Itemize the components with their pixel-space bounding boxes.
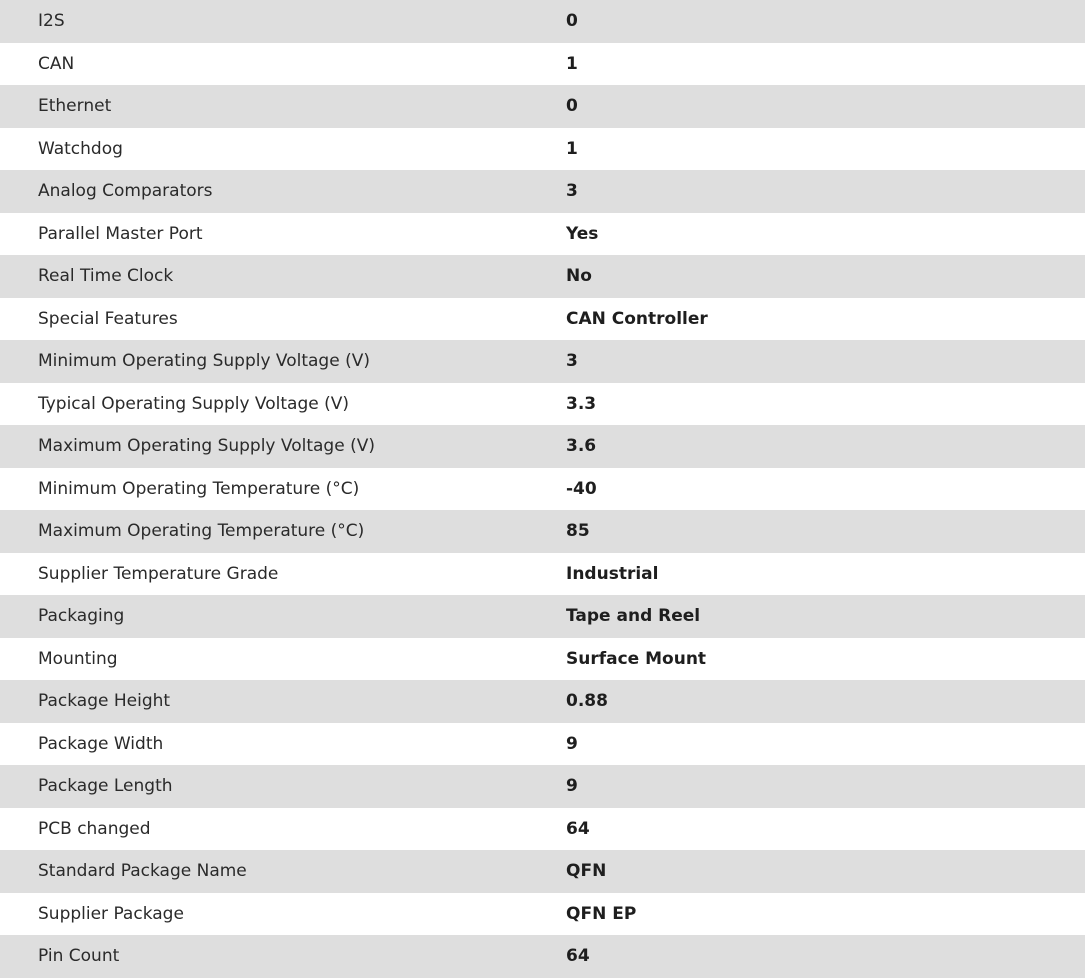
spec-label: CAN [38,53,75,74]
spec-value: 0 [566,11,578,32]
spec-row [0,765,1085,808]
spec-row [0,553,1085,596]
spec-label: Supplier Temperature Grade [38,563,279,584]
spec-row [0,808,1085,851]
spec-row [0,638,1085,681]
spec-value: -40 [566,478,597,499]
spec-value: 9 [566,733,578,754]
spec-value: 3 [566,181,578,202]
spec-label: Watchdog [38,138,123,159]
spec-row [0,0,1085,43]
spec-row [0,850,1085,893]
spec-label: Typical Operating Supply Voltage (V) [38,393,349,414]
spec-label: Analog Comparators [38,181,213,202]
spec-value: QFN [566,861,607,882]
spec-label: Package Height [38,691,171,712]
spec-value: 85 [566,521,590,542]
spec-label: Maximum Operating Supply Voltage (V) [38,436,375,457]
spec-value: 3 [566,351,578,372]
spec-label: Package Length [38,776,173,797]
spec-label: Packaging [38,606,125,627]
spec-row [0,43,1085,86]
spec-label: PCB changed [38,818,151,839]
spec-value: 9 [566,776,578,797]
spec-label: I2S [38,11,65,32]
spec-row [0,510,1085,553]
spec-value: 3.6 [566,436,597,457]
spec-row [0,383,1085,426]
spec-row [0,170,1085,213]
spec-label: Supplier Package [38,903,184,924]
spec-value: CAN Controller [566,308,708,329]
spec-row [0,128,1085,171]
spec-label: Mounting [38,648,118,669]
spec-value: No [566,266,592,287]
spec-label: Minimum Operating Supply Voltage (V) [38,351,370,372]
spec-row [0,213,1085,256]
spec-row [0,425,1085,468]
spec-label: Standard Package Name [38,861,247,882]
spec-value: QFN EP [566,903,637,924]
spec-label: Package Width [38,733,164,754]
spec-value: 1 [566,138,578,159]
spec-value: 3.3 [566,393,597,414]
spec-value: Tape and Reel [566,606,701,627]
spec-row [0,340,1085,383]
spec-row [0,85,1085,128]
spec-value: 0.88 [566,691,608,712]
spec-row [0,680,1085,723]
spec-value: 64 [566,818,590,839]
spec-label: Real Time Clock [38,266,174,287]
spec-row [0,255,1085,298]
spec-label: Ethernet [38,96,112,117]
spec-value: 64 [566,946,590,967]
spec-row [0,723,1085,766]
spec-row [0,893,1085,936]
spec-label: Maximum Operating Temperature (°C) [38,521,365,542]
spec-row [0,595,1085,638]
spec-value: Industrial [566,563,659,584]
spec-value: 1 [566,53,578,74]
spec-label: Pin Count [38,946,120,967]
spec-value: 0 [566,96,578,117]
spec-label: Parallel Master Port [38,223,203,244]
spec-row [0,935,1085,978]
spec-row [0,468,1085,511]
spec-label: Minimum Operating Temperature (°C) [38,478,360,499]
spec-label: Special Features [38,308,178,329]
spec-value: Yes [566,223,599,244]
spec-row [0,298,1085,341]
spec-value: Surface Mount [566,648,707,669]
